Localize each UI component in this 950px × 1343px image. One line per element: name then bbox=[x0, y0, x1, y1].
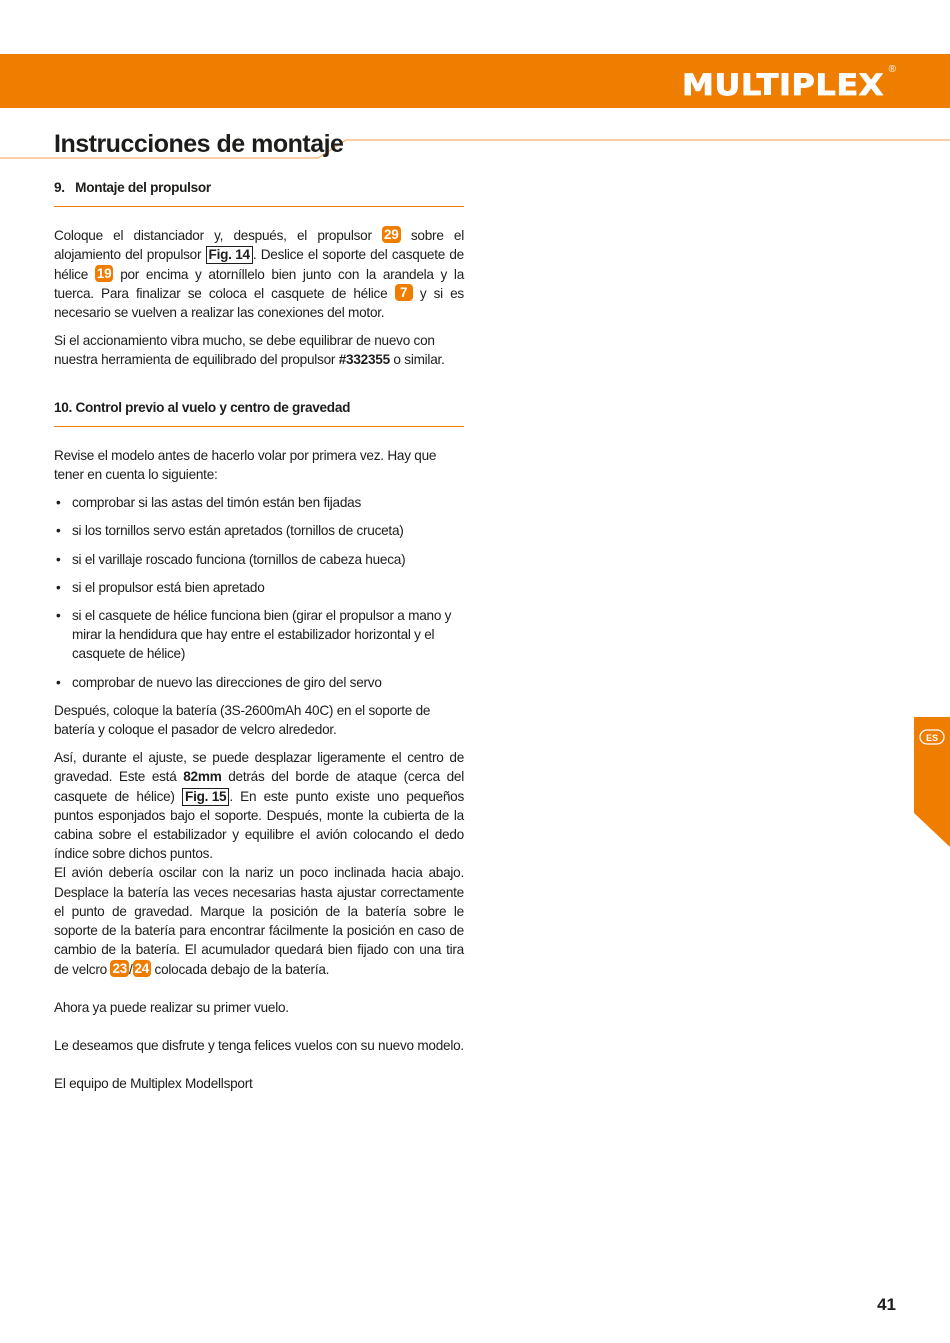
section-9-header bbox=[54, 178, 464, 207]
text-span: Coloque el distanciador y, después, el propulsor bbox=[54, 228, 383, 244]
figure-reference: Fig. 15 bbox=[182, 788, 229, 806]
text-span: / bbox=[128, 961, 133, 977]
part-number-badge: 29 bbox=[384, 227, 399, 243]
list-item: • comprobar si las astas del timón están ben fijadas bbox=[54, 493, 464, 512]
list-item: • si el casquete de hélice funciona bien (girar el propulsor a mano y mirar la hendidura que hay entre el estabilizador horizontal y el casquete de hélice) bbox=[54, 606, 464, 664]
language-side-tab bbox=[914, 717, 950, 847]
part-number-badge: 23 bbox=[112, 960, 127, 976]
section-10-header bbox=[54, 398, 464, 427]
text-span: Así, durante el ajuste, se puede desplazar ligeramente el centro de gravedad. Este está bbox=[54, 750, 464, 785]
battery-paragraph: Después, coloque la batería (3S-2600mAh 40C) en el soporte de batería y coloque el pasador de velcro alrededor. bbox=[54, 702, 431, 738]
list-item: • si los tornillos servo están apretados (tornillos de cruceta) bbox=[54, 521, 464, 540]
preflight-checklist bbox=[54, 493, 464, 692]
closing-line-2: Le deseamos que disfrute y tenga felices vuelos con su nuevo modelo. bbox=[54, 1037, 464, 1053]
part-number-badge: 19 bbox=[96, 265, 112, 281]
part-number-badge: 7 bbox=[395, 284, 413, 301]
text-span: . En este punto existe uno pequeños puntos esponjados bajo el soporte. Después, monte la cubierta de la cabina sobre el estabilizador y equilibre el avión colocando el dedo índice sobre dichos puntos. bbox=[54, 788, 464, 862]
svg-text:ES: ES bbox=[925, 733, 939, 743]
cg-distance: 82mm bbox=[183, 769, 222, 785]
main-content bbox=[54, 178, 464, 1102]
balancing-paragraph bbox=[54, 331, 464, 369]
header-bar bbox=[0, 54, 950, 108]
svg-text:MULTIPLEX: MULTIPLEX bbox=[682, 68, 884, 100]
text-span: sobre el alojamiento del propulsor bbox=[54, 228, 464, 263]
preflight-intro: Revise el modelo antes de hacerlo volar por primera vez. Hay que tener en cuenta lo siguiente: bbox=[54, 447, 437, 483]
list-item: • si el propulsor está bien apretado bbox=[54, 578, 464, 597]
list-item: • si el varillaje roscado funciona (tornillos de cabeza hueca) bbox=[54, 550, 464, 569]
part-number-badge: 24 bbox=[134, 960, 150, 976]
section-10-heading: 10. Control previo al vuelo y centro de gravedad bbox=[54, 399, 351, 415]
signature-line: El equipo de Multiplex Modellsport bbox=[54, 1076, 253, 1092]
page-title: Instrucciones de montaje bbox=[54, 130, 344, 158]
multiplex-logo bbox=[680, 66, 886, 100]
list-item: • comprobar de nuevo las direcciones de giro del servo bbox=[54, 673, 464, 692]
multiplex-logo-mark bbox=[680, 66, 886, 100]
page-number: 41 bbox=[877, 1295, 896, 1314]
text-span: detrás del borde de ataque (cerca del casquete de hélice) bbox=[54, 769, 465, 804]
registered-mark: ® bbox=[888, 64, 896, 75]
center-of-gravity-paragraph bbox=[54, 748, 464, 863]
text-span: y si es necesario se vuelven a realizar las conexiones del motor. bbox=[54, 285, 464, 321]
text-span: Si el accionamiento vibra mucho, se debe equilibrar de nuevo con nuestra herramienta de equilibrado del propulsor bbox=[54, 333, 435, 368]
text-span: o similar. bbox=[389, 352, 445, 368]
text-span: . Deslice el soporte del casquete de hélice bbox=[54, 247, 464, 282]
figure-reference: Fig. 14 bbox=[206, 246, 253, 264]
section-9-heading: 9. Montaje del propulsor bbox=[54, 180, 211, 195]
product-number: #332355 bbox=[338, 352, 390, 368]
closing-line-1: Ahora ya puede realizar su primer vuelo. bbox=[54, 999, 289, 1015]
text-span: por encima y atorníllelo bien junto con la arandela y la tuerca. Para finalizar se coloca el casquete de hélice bbox=[54, 266, 465, 301]
text-span: colocada debajo de la batería. bbox=[151, 961, 330, 977]
propeller-paragraph bbox=[54, 226, 464, 322]
text-span: El avión debería oscilar con la nariz un poco inclinada hacia abajo. Desplace la batería las veces necesarias hasta ajustar correctamente el punto de gravedad. Marque la posición de la batería sobre le soporte de la batería para encontrar fácilmente la posición en caso de cambio de la batería. El acumulador quedará bien fijado con una tira de velcro bbox=[54, 865, 464, 977]
balance-paragraph bbox=[54, 863, 464, 978]
